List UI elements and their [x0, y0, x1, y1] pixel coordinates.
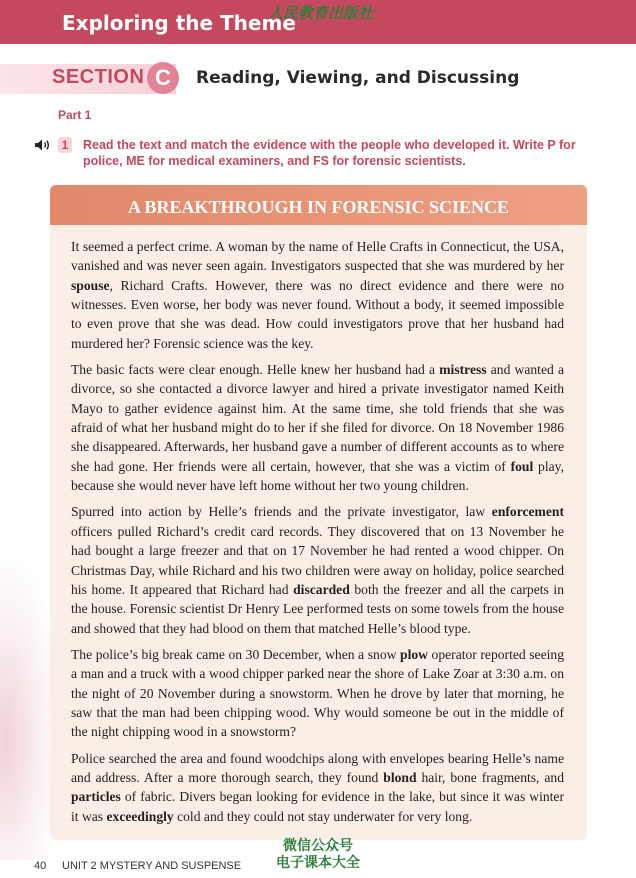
- watermark-line-1: 微信公众号: [283, 838, 353, 854]
- reading-title: A BREAKTHROUGH IN FORENSIC SCIENCE: [127, 197, 510, 217]
- paragraph-text: play, because she would never have left home without her two young children.: [71, 458, 564, 494]
- section-heading: Reading, Viewing, and Discussing: [196, 68, 520, 88]
- section-letter-badge: C: [147, 62, 179, 94]
- paragraph-text: Spurred into action by Helle’s friends and the private investigator, law: [71, 504, 492, 520]
- paragraph-text: hair, bone fragments, and: [416, 769, 564, 785]
- vocabulary-word: enforcement: [491, 504, 564, 520]
- reading-paragraph: [71, 645, 564, 742]
- paragraph-text: of fabric. Divers began looking for evidence in the lake, but since it was winter it was: [71, 789, 564, 824]
- paragraph-text: and wanted a divorce, so she contacted a divorce lawyer and hired a private investigator named Keith Mayo to gather evidence against him. At the same time, she told friends that she was afraid of what her husband might do to her if she filed for divorce. On 18 November 1986 she disappeared. Afterwards, her husband gave a number of different accounts as to where she had gone. Her friends were all certain, however, that she was a victim of: [71, 362, 564, 474]
- reading-passage-box: [50, 185, 587, 840]
- exercise-number: 1: [58, 137, 72, 153]
- watermark: [258, 838, 378, 872]
- reading-paragraph: [71, 502, 564, 637]
- section-label: SECTION: [52, 66, 145, 88]
- paragraph-text: both the freezer and all the carpets in the house. Forensic scientist Dr Henry Lee performed tests on some towels from the house and showed that they had blood on them that matched Helle’s blood type.: [71, 581, 564, 636]
- vocabulary-word: particles: [71, 789, 121, 805]
- paragraph-text: It seemed a perfect crime. A woman by the name of Helle Crafts in Connecticut, the USA, vanished and was never seen again. Investigators suspected that she was murdered by her: [71, 239, 564, 274]
- paragraph-text: cold and they could not stay underwater for very long.: [173, 808, 473, 824]
- reading-paragraph: [71, 237, 564, 353]
- paragraph-text: Police searched the area and found woodchips along with envelopes bearing Helle’s name and address. After a more thorough search, they found: [71, 750, 564, 785]
- paragraph-text: operator reported seeing a man and a truck with a wood chipper parked near the shore of Lake Zoar at 3:30 a.m. on the night of 20 November during a snowstorm. When he drove by later that morning, he saw that the man had been chipping wood. Why would someone be out in the middle of the night chipping wood in a snowstorm?: [71, 646, 564, 740]
- vocabulary-word: plow: [400, 646, 428, 662]
- speaker-icon[interactable]: [34, 138, 52, 152]
- reading-paragraph: [71, 360, 564, 495]
- vocabulary-word: exceedingly: [106, 808, 174, 824]
- vocabulary-word: blond: [383, 769, 417, 785]
- paragraph-text: officers pulled Richard’s credit card records. They discovered that on 13 November he had bought a large freezer and that on 17 November he had rented a wood chipper. On Christmas Day, while Richard and his two children were away on holiday, police searched his home. It appeared that Richard had: [71, 523, 564, 597]
- part-label: Part 1: [58, 108, 92, 122]
- vocabulary-word: foul: [510, 458, 534, 474]
- publisher-mark: 人民教育出版社: [268, 4, 374, 22]
- exercise-instructions: Read the text and match the evidence with the people who developed it. Write P for police, ME for medical examiners, and FS for forensic scientists.: [83, 138, 576, 168]
- paragraph-text: The basic facts were clear enough. Helle knew her husband had a: [71, 362, 440, 378]
- page-title: Exploring the Theme: [62, 11, 296, 35]
- vocabulary-word: mistress: [439, 362, 487, 378]
- paragraph-text: The police’s big break came on 30 December, when a snow: [71, 646, 401, 662]
- paragraph-text: , Richard Crafts. However, there was no direct evidence and there were no witnesses. Even worse, her body was never found. Without a body, it seemed impossible to even prove that she was dead. How could investigators prove that her husband had murdered her? Forensic science was the key.: [71, 277, 564, 351]
- unit-label: UNIT 2 MYSTERY AND SUSPENSE: [62, 860, 242, 872]
- reading-paragraph: [71, 749, 564, 826]
- watermark-line-2: 电子课本大全: [276, 855, 360, 871]
- vocabulary-word: discarded: [293, 581, 350, 597]
- vocabulary-word: spouse: [71, 277, 110, 293]
- page-number: 40: [34, 860, 47, 872]
- reading-body: [71, 237, 564, 833]
